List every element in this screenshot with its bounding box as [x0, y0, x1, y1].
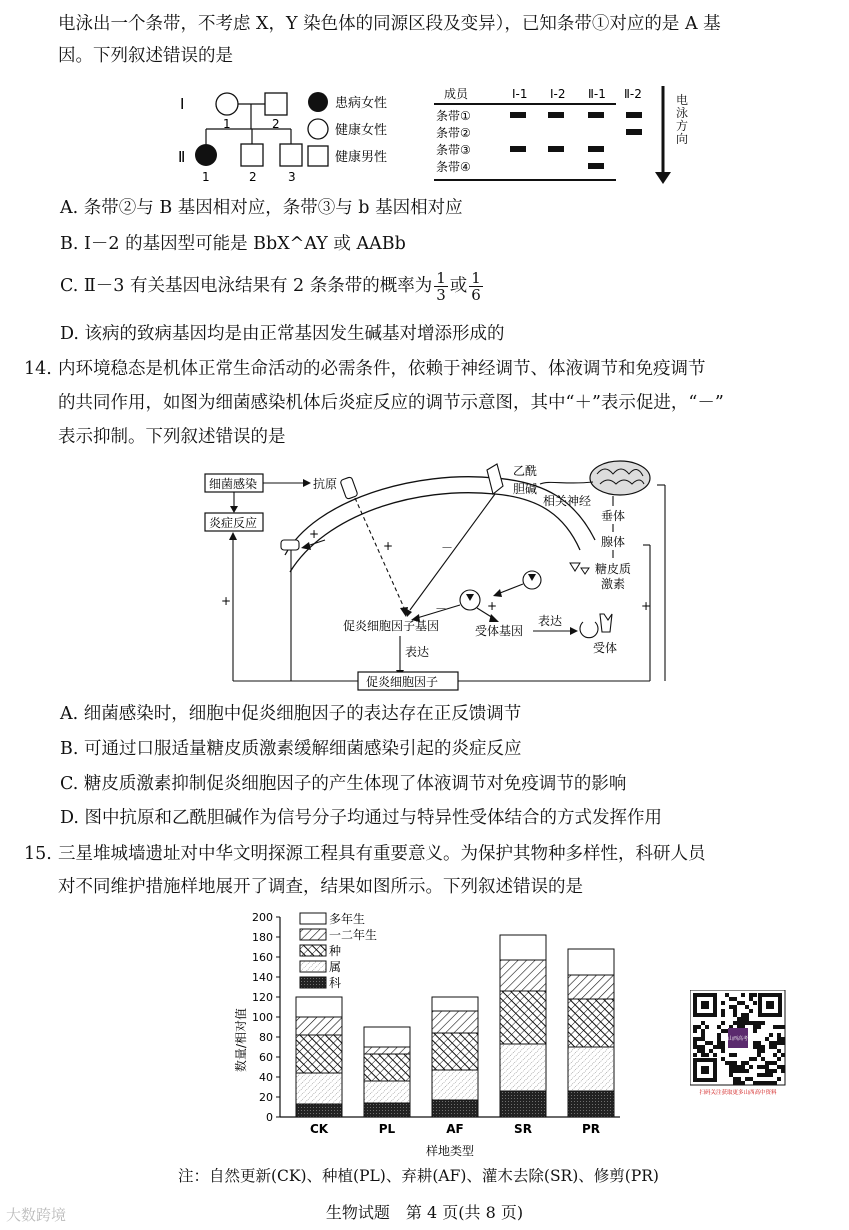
pedigree-I2-male	[265, 93, 287, 115]
legend-swatch-一二年生	[300, 929, 326, 940]
label-ach-2: 胆碱	[513, 482, 538, 496]
fraction-1-den: 3	[436, 286, 446, 304]
chart-y-tick-label: 180	[252, 931, 273, 944]
pedigree-m1: 1	[202, 170, 210, 184]
gel-direction: 电泳方向	[676, 93, 689, 146]
gel-member-4: Ⅱ-2	[624, 87, 642, 101]
fraction-1-num: 1	[436, 269, 446, 287]
chart-y-tick-label: 160	[252, 951, 273, 964]
chart-bar-SR-科	[500, 1091, 546, 1117]
legend-swatch-多年生	[300, 913, 326, 924]
plus-sign-2: +	[487, 599, 498, 613]
pedigree-gen-II: Ⅱ	[178, 148, 186, 166]
label-ach-1: 乙酰	[513, 464, 538, 478]
chart-y-tick-label: 0	[266, 1111, 273, 1124]
q15-note: 注：自然更新(CK)、种植(PL)、弃耕(AF)、灌木去除(SR)、修剪(PR)	[178, 1167, 659, 1185]
chart-y-tick-label: 120	[252, 991, 273, 1004]
q13-option-c	[60, 270, 485, 303]
minus-sign-1: －	[441, 541, 454, 555]
gel-table	[430, 84, 690, 194]
legend-label-一二年生: 一二年生	[329, 928, 378, 942]
q13-line2: 因。下列叙述错误的是	[58, 46, 233, 66]
chart-bar-SR-一二年生	[500, 960, 546, 991]
inflammation-diagram	[195, 460, 675, 695]
legend-healthy-female: 健康女性	[335, 123, 388, 138]
chart-bar-PR-多年生	[568, 949, 614, 975]
pedigree-II2-male	[241, 144, 263, 166]
chart-bar-CK-科	[296, 1104, 342, 1117]
q13-option-c-text: C. Ⅱ－3 有关基因电泳结果有 2 条条带的概率为	[60, 276, 433, 296]
q14-line2: 的共同作用，如图为细菌感染机体后炎症反应的调节示意图，其中“＋”表示促进，“－”	[58, 393, 724, 413]
fraction-2	[469, 270, 483, 303]
qr-center-label: 山西高考	[727, 1036, 749, 1042]
minus-sign-2: －	[435, 602, 448, 616]
chart-bar-PL-属	[364, 1081, 410, 1103]
chart-bar-CK-多年生	[296, 997, 342, 1017]
qr-code	[690, 990, 790, 1100]
chart-y-tick-label: 100	[252, 1011, 273, 1024]
chart-bar-PL-一二年生	[364, 1047, 410, 1054]
label-inflammation: 炎症反应	[209, 516, 258, 530]
chart-y-label: 数量/相对值	[234, 1007, 248, 1073]
legend-label-多年生: 多年生	[329, 912, 366, 926]
chart-y-tick-label: 140	[252, 971, 273, 984]
stacked-bar-chart	[225, 905, 645, 1160]
pedigree-chart	[170, 82, 400, 192]
label-bacteria: 细菌感染	[209, 477, 258, 491]
page-footer: 生物试题 第 4 页(共 8 页)	[325, 1203, 524, 1222]
gel-band-1: 条带①	[436, 109, 471, 123]
label-gland: 腺体	[601, 535, 626, 549]
chart-x-tick-label: CK	[309, 1122, 329, 1136]
gel-band-2: 条带②	[436, 126, 471, 140]
gel-member-2: Ⅰ-2	[550, 87, 566, 101]
label-pituitary: 垂体	[601, 509, 626, 523]
label-gc-2: 激素	[601, 577, 626, 591]
q14-line1: 内环境稳态是机体正常生命活动的必需条件，依赖于神经调节、体液调节和免疫调节	[58, 359, 706, 379]
q15-line1: 三星堆城墙遗址对中华文明探源工程具有重要意义。为保护其物种多样性，科研人员	[58, 844, 706, 864]
q14-line3: 表示抑制。下列叙述错误的是	[58, 427, 286, 447]
chart-x-tick-label: SR	[514, 1122, 532, 1136]
gel-member-3: Ⅱ-1	[588, 87, 606, 101]
pedigree-n1: 1	[223, 117, 231, 131]
plus-sign-3: +	[309, 527, 320, 541]
chart-x-label: 样地类型	[425, 1144, 475, 1158]
legend-swatch-种	[300, 945, 326, 956]
gel-band-4: 条带④	[436, 160, 471, 174]
pedigree-m2: 2	[249, 170, 257, 184]
brain-icon	[590, 461, 650, 495]
plus-sign-4: +	[221, 594, 232, 608]
plus-sign-1: +	[383, 539, 394, 553]
label-gene: 促炎细胞因子基因	[343, 619, 440, 633]
label-cytokine: 促炎细胞因子	[366, 675, 439, 689]
chart-bar-PR-属	[568, 1047, 614, 1091]
gel-header: 成员	[444, 87, 469, 101]
pedigree-gen-I: Ⅰ	[180, 95, 185, 113]
gel-member-1: Ⅰ-1	[512, 87, 528, 101]
pedigree-II1-affected-female	[195, 144, 217, 166]
chart-bar-PR-科	[568, 1091, 614, 1117]
legend-label-种: 种	[329, 944, 342, 958]
q13-option-a: A. 条带②与 B 基因相对应，条带③与 b 基因相对应	[60, 198, 463, 218]
q14-option-a: A. 细菌感染时，细胞中促炎细胞因子的表达存在正反馈调节	[60, 704, 522, 724]
chart-bar-AF-属	[432, 1070, 478, 1100]
legend-healthy-male: 健康男性	[335, 150, 388, 165]
q13-option-b: B. Ⅰ－2 的基因型可能是 BbX^AY 或 AABb	[60, 234, 406, 254]
chart-bar-AF-种	[432, 1033, 478, 1070]
label-receptor-gene: 受体基因	[475, 624, 524, 638]
chart-bar-AF-一二年生	[432, 1011, 478, 1033]
q14-option-d: D. 图中抗原和乙酰胆碱作为信号分子均通过与特异性受体结合的方式发挥作用	[60, 808, 663, 828]
chart-bar-PL-种	[364, 1054, 410, 1081]
q14-option-c: C. 糖皮质激素抑制促炎细胞因子的产生体现了体液调节对免疫调节的影响	[60, 774, 627, 794]
q13-line1: 电泳出一个条带，不考虑 X，Y 染色体的同源区段及变异），已知条带①对应的是 A 基	[58, 14, 721, 34]
chart-x-tick-label: AF	[446, 1122, 464, 1136]
chart-bar-SR-种	[500, 991, 546, 1044]
label-nerve: 相关神经	[543, 494, 592, 508]
q14-option-b: B. 可通过口服适量糖皮质激素缓解细菌感染引起的炎症反应	[60, 739, 522, 759]
q13-option-d: D. 该病的致病基因均是由正常基因发生碱基对增添形成的	[60, 324, 505, 344]
qr-caption: 扫码关注获取更多山西高中资料	[699, 1090, 777, 1096]
legend-affected-female: 患病女性	[335, 96, 388, 111]
chart-bar-CK-种	[296, 1035, 342, 1073]
label-receptor: 受体	[593, 641, 618, 655]
pedigree-I1-female	[216, 93, 238, 115]
q14-number: 14.	[24, 359, 52, 379]
q15-number: 15.	[24, 844, 52, 864]
q15-line2: 对不同维护措施样地展开了调查，结果如图所示。下列叙述错误的是	[58, 877, 583, 897]
chart-x-tick-label: PL	[378, 1122, 396, 1136]
watermark: 大数跨境	[6, 1206, 67, 1224]
chart-bar-CK-属	[296, 1073, 342, 1104]
label-express-2: 表达	[538, 614, 563, 628]
label-express-1: 表达	[405, 645, 430, 659]
chart-bar-PL-多年生	[364, 1027, 410, 1047]
label-gc-1: 糖皮质	[595, 562, 632, 576]
fraction-2-den: 6	[471, 286, 481, 304]
chart-bar-PL-科	[364, 1103, 410, 1117]
pedigree-m3: 3	[288, 170, 296, 184]
chart-y-tick-label: 60	[259, 1051, 273, 1064]
legend-label-科: 科	[329, 976, 342, 990]
plus-sign-5: +	[641, 599, 652, 613]
chart-bar-AF-科	[432, 1100, 478, 1117]
fraction-2-num: 1	[471, 269, 481, 287]
q13-option-c-or: 或	[449, 276, 468, 296]
chart-x-tick-label: PR	[581, 1122, 601, 1136]
chart-bar-CK-一二年生	[296, 1017, 342, 1035]
chart-y-tick-label: 200	[252, 911, 273, 924]
chart-y-tick-label: 40	[259, 1071, 273, 1084]
legend-label-属: 属	[329, 960, 342, 974]
chart-bar-PR-种	[568, 999, 614, 1047]
gel-band-3: 条带③	[436, 143, 471, 157]
legend-swatch-科	[300, 977, 326, 988]
chart-y-tick-label: 20	[259, 1091, 273, 1104]
fraction-1	[434, 270, 448, 303]
chart-bar-SR-属	[500, 1044, 546, 1091]
pedigree-II3-male	[280, 144, 302, 166]
chart-bar-PR-一二年生	[568, 975, 614, 999]
legend-swatch-属	[300, 961, 326, 972]
chart-bar-SR-多年生	[500, 935, 546, 960]
label-antigen: 抗原	[313, 477, 338, 491]
chart-y-tick-label: 80	[259, 1031, 273, 1044]
pedigree-n2: 2	[272, 117, 280, 131]
chart-bar-AF-多年生	[432, 997, 478, 1011]
